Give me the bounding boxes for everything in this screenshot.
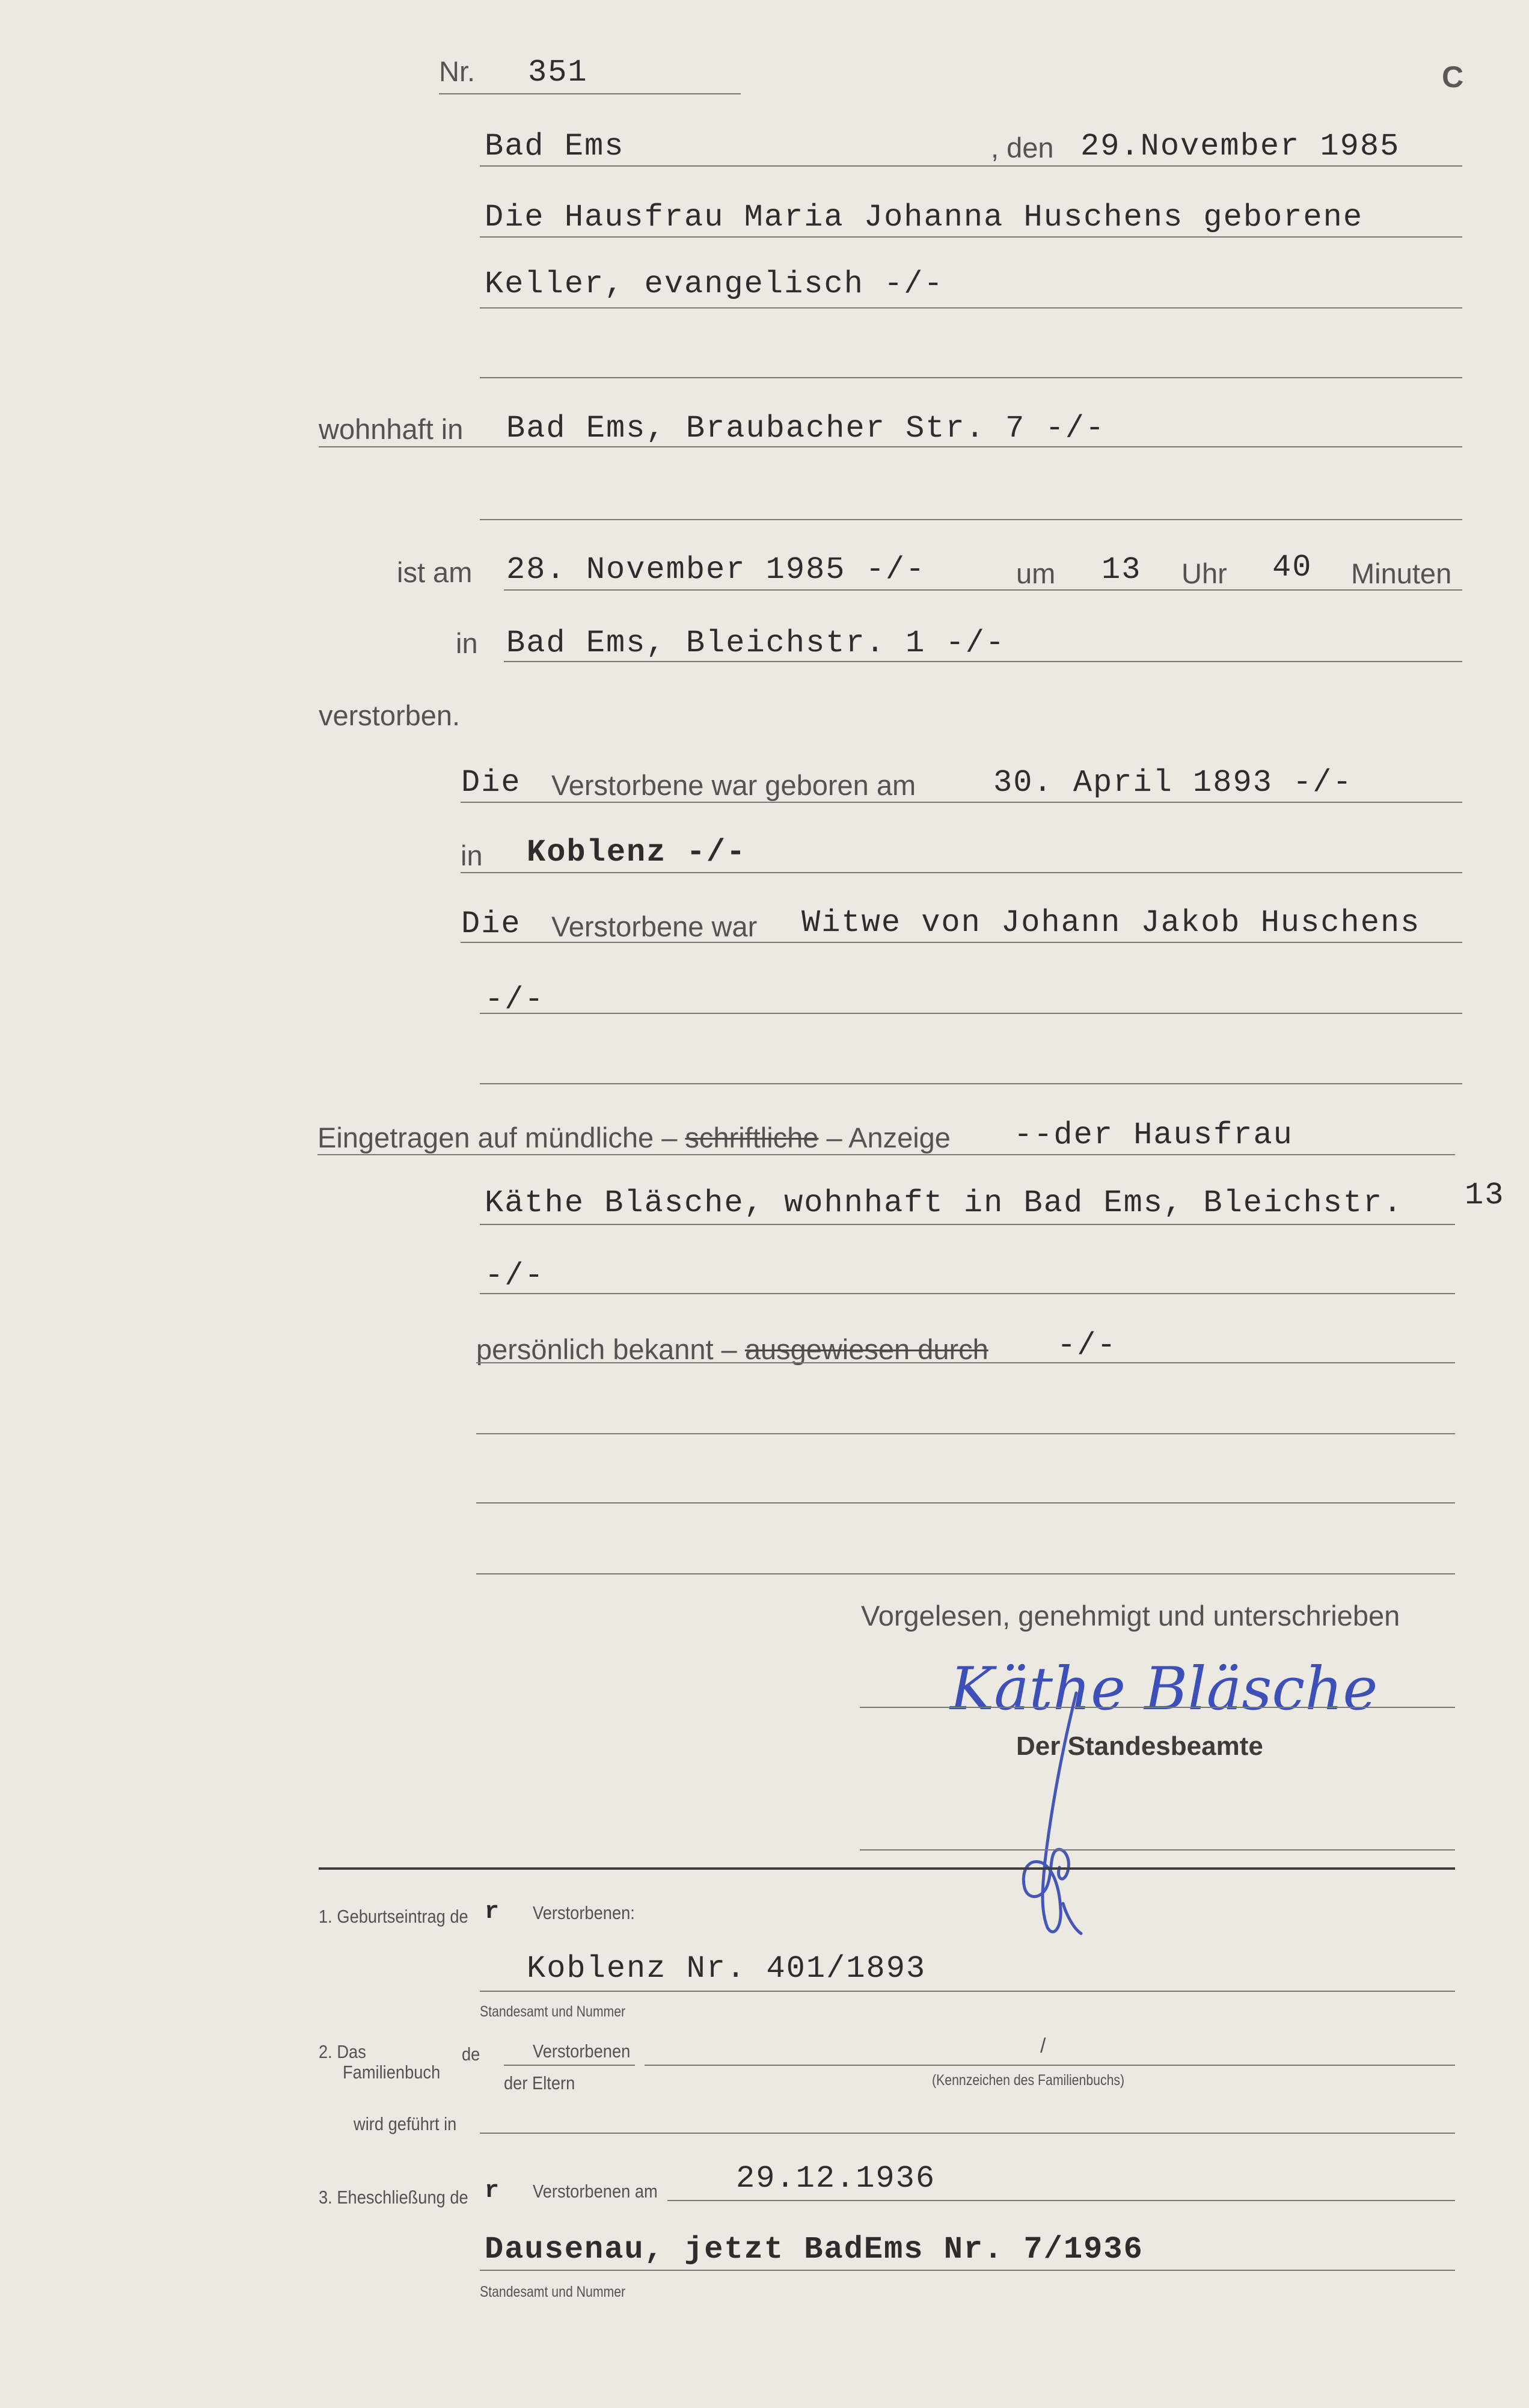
death-date: 28. November 1985 -/- xyxy=(506,552,926,588)
birth-place: Koblenz -/- xyxy=(527,835,747,870)
death-in-label: in xyxy=(456,627,478,659)
item3-num: 3. xyxy=(319,2187,332,2208)
place-value: Bad Ems xyxy=(485,129,625,164)
den-label: , den xyxy=(991,132,1054,164)
registrar-signature-rule xyxy=(860,1849,1455,1851)
nr-value: 351 xyxy=(528,55,588,90)
item3-suffix: r xyxy=(485,2178,501,2205)
item2-de: de xyxy=(462,2044,480,2065)
empty-rule-a xyxy=(476,1433,1455,1434)
registration-label-part2: – Anzeige xyxy=(826,1122,951,1153)
item1-suffix: r xyxy=(485,1899,501,1926)
person-line2: Keller, evangelisch -/- xyxy=(485,266,944,302)
item3-date: 29.12.1936 xyxy=(736,2161,936,2196)
item3-date-rule xyxy=(667,2200,1455,2201)
known-rule xyxy=(476,1362,1455,1363)
status-line2-rule xyxy=(480,1013,1462,1014)
person-empty-rule xyxy=(480,377,1462,378)
birth-date-rule xyxy=(461,802,1462,803)
birth-date: 30. April 1893 -/- xyxy=(993,765,1353,800)
registration-house-number: 13 xyxy=(1465,1178,1505,1213)
death-hour: 13 xyxy=(1102,552,1142,588)
read-approved-label: Vorgelesen, genehmigt und unterschrieben xyxy=(861,1600,1400,1632)
death-minutes: 40 xyxy=(1272,550,1313,585)
item1-label-a: Geburtseintrag de xyxy=(337,1906,468,1927)
registrar-label: Der Standesbeamte xyxy=(1016,1731,1263,1761)
birth-in-label: in xyxy=(461,840,483,871)
item1-label xyxy=(319,1907,468,1926)
item2-gefuehrt-rule xyxy=(480,2133,1455,2134)
item1-caption: Standesamt und Nummer xyxy=(480,2003,626,2020)
nr-line xyxy=(439,93,741,94)
item3-label xyxy=(319,2188,468,2207)
death-date-rule xyxy=(504,589,1462,591)
residence-label: wohnhaft in xyxy=(319,413,464,445)
item1-value: Koblenz Nr. 401/1893 xyxy=(527,1951,927,1986)
item1-rule xyxy=(480,1991,1455,1992)
status-rule xyxy=(461,942,1462,943)
informant-signature-rule xyxy=(860,1707,1455,1708)
footer-divider xyxy=(319,1867,1455,1870)
known-label xyxy=(476,1335,988,1363)
registration-value2: Käthe Bläsche, wohnhaft in Bad Ems, Bleichstr. xyxy=(485,1185,1403,1221)
birth-label: Verstorbene war geboren am xyxy=(551,769,916,801)
registration-label-part1: Eingetragen auf mündliche – xyxy=(317,1122,678,1153)
birth-place-rule xyxy=(461,872,1462,873)
minuten-label: Minuten xyxy=(1351,557,1452,589)
person-line1: Die Hausfrau Maria Johanna Huschens geborene xyxy=(485,200,1364,235)
item2-slash: / xyxy=(1040,2035,1046,2057)
known-label-text: persönlich bekannt – xyxy=(476,1333,737,1365)
residence-rule xyxy=(319,446,1462,447)
status-empty-rule xyxy=(480,1083,1462,1084)
registration-label xyxy=(317,1123,951,1152)
ist-am-label: ist am xyxy=(397,556,473,588)
registration-value3: -/- xyxy=(485,1258,545,1294)
um-label: um xyxy=(1016,557,1056,589)
item3-rule xyxy=(480,2270,1455,2271)
empty-rule-b xyxy=(476,1502,1455,1503)
item2-rule xyxy=(645,2065,1455,2066)
item3-value: Dausenau, jetzt BadEms Nr. 7/1936 xyxy=(485,2232,1144,2267)
residence-empty-rule xyxy=(480,519,1462,520)
registrar-signature-stroke xyxy=(1023,1693,1081,1933)
corner-letter: C xyxy=(1442,60,1464,94)
item2-num: 2. xyxy=(319,2041,332,2062)
item2-verstorbenen: Verstorbenen xyxy=(533,2041,631,2062)
known-value: -/- xyxy=(1057,1328,1117,1363)
item1-num: 1. xyxy=(319,1906,332,1927)
death-place: Bad Ems, Bleichstr. 1 -/- xyxy=(506,625,1006,661)
empty-rule-c xyxy=(476,1573,1455,1574)
status-line2: -/- xyxy=(485,982,545,1018)
death-place-rule xyxy=(504,661,1462,662)
item2-fraction-rule xyxy=(504,2065,635,2066)
status-die: Die xyxy=(461,906,521,942)
residence-value: Bad Ems, Braubacher Str. 7 -/- xyxy=(506,411,1106,446)
birth-die: Die xyxy=(461,765,521,800)
registration-struck-word: schriftliche xyxy=(685,1122,819,1153)
person-line2-rule xyxy=(480,307,1462,309)
registrar-signature xyxy=(1016,1687,1100,1940)
date-value: 29.November 1985 xyxy=(1080,129,1400,164)
status-label: Verstorbene war xyxy=(551,911,758,942)
item3-caption: Standesamt und Nummer xyxy=(480,2284,626,2300)
item2-familienbuch: Familienbuch xyxy=(343,2062,441,2083)
item3-label-b: Verstorbenen am xyxy=(533,2181,658,2202)
status-value: Witwe von Johann Jakob Huschens xyxy=(801,905,1421,941)
informant-signature-text: Käthe Bläsche xyxy=(950,1655,1378,1724)
place-date-line xyxy=(480,165,1462,167)
item1-label-b: Verstorbenen: xyxy=(533,1902,635,1923)
registration-value1: --der Hausfrau xyxy=(1014,1117,1293,1153)
registration-value3-rule xyxy=(480,1293,1455,1294)
item3-label-a: Eheschließung de xyxy=(337,2187,468,2208)
verstorben-label: verstorben. xyxy=(319,699,461,731)
known-struck-text: ausgewiesen durch xyxy=(744,1333,988,1365)
person-line1-rule xyxy=(480,236,1462,238)
uhr-label: Uhr xyxy=(1181,557,1227,589)
registration-rule xyxy=(317,1154,1455,1155)
item2-das xyxy=(319,2042,366,2061)
item2-eltern: der Eltern xyxy=(504,2072,575,2093)
item2-das-text: Das xyxy=(337,2041,366,2062)
item2-gefuehrt: wird geführt in xyxy=(354,2113,457,2134)
item2-caption: (Kennzeichen des Familienbuchs) xyxy=(932,2072,1125,2089)
informant-signature xyxy=(950,1655,1378,1724)
nr-label: Nr. xyxy=(439,55,476,87)
registration-value2-rule xyxy=(480,1224,1455,1225)
